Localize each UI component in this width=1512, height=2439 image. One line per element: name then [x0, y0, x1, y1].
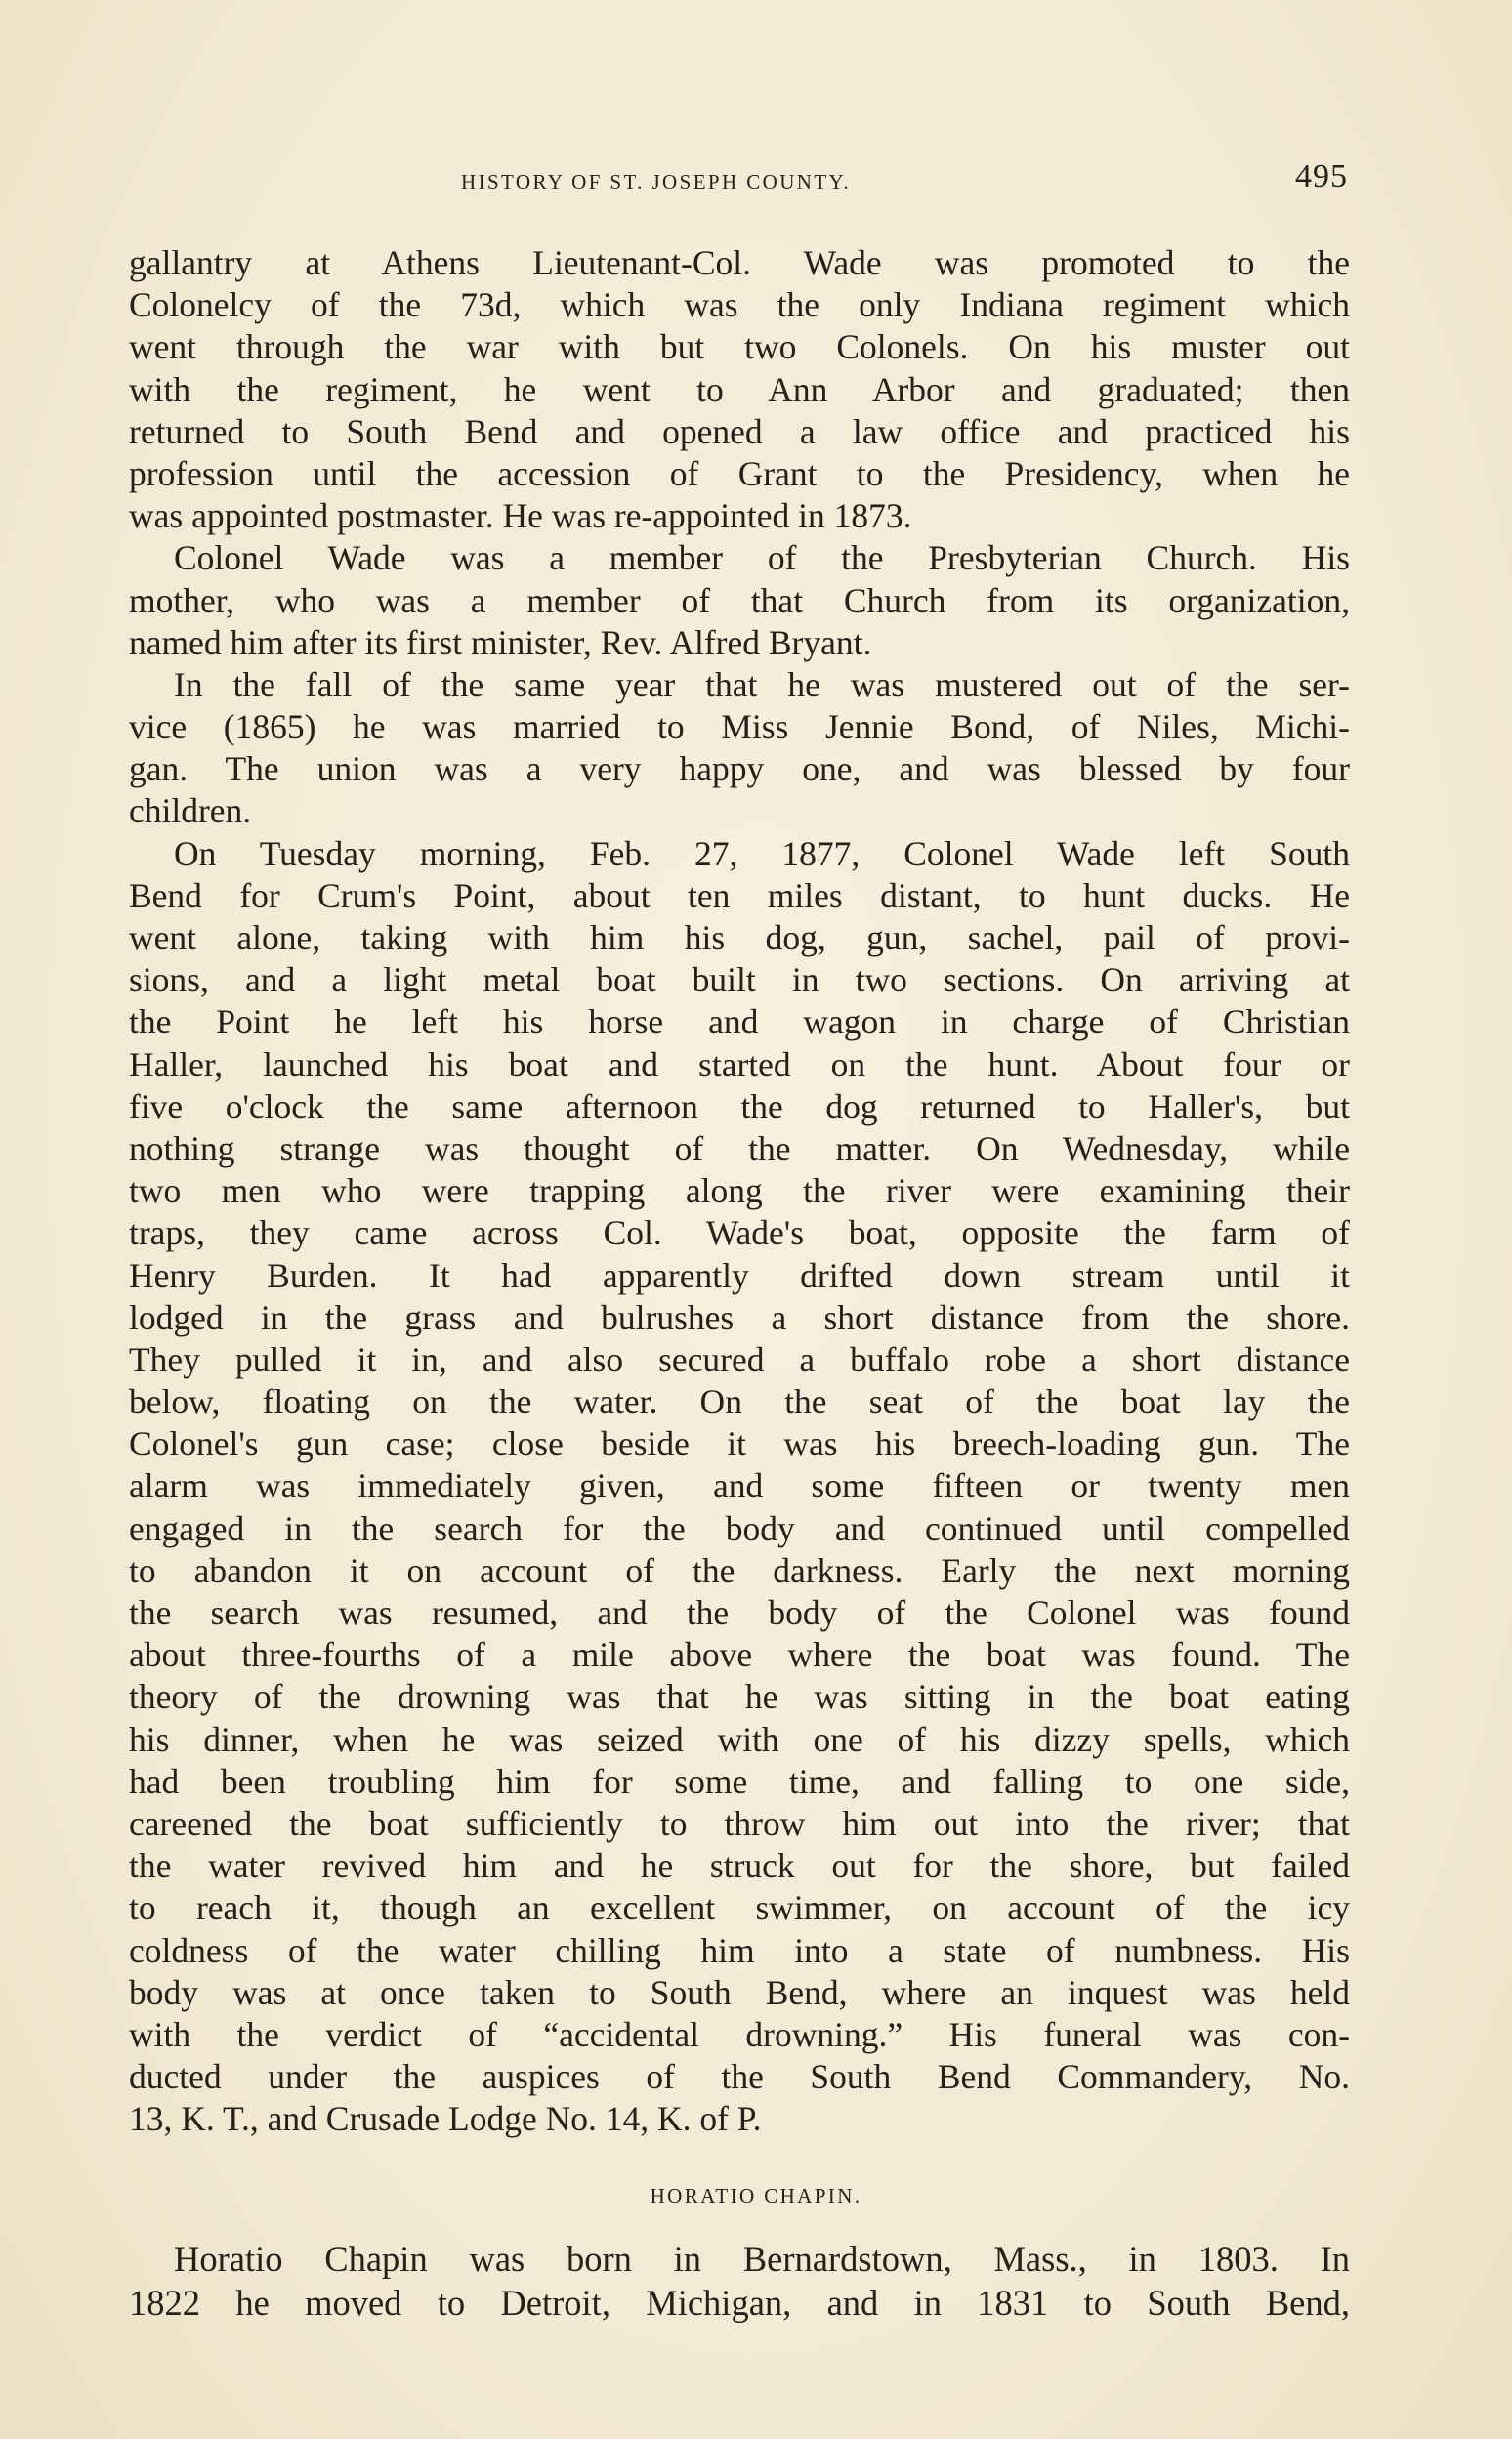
text-line: ducted under the auspices of the South Bend Commandery, No. [129, 2057, 1350, 2097]
text-line: 13, K. T., and Crusade Lodge No. 14, K. of P. [129, 2099, 762, 2139]
text-line: Colonelcy of the 73d, which was the only Indiana regiment which [129, 285, 1350, 325]
text-line: was appointed postmaster. He was re-appointed in 1873. [129, 496, 912, 536]
text-line: gallantry at Athens Lieutenant-Col. Wade was promoted to the [129, 243, 1350, 282]
text-line: returned to South Bend and opened a law office and practiced his [129, 411, 1350, 451]
text-line: engaged in the search for the body and continued until compelled [129, 1508, 1350, 1548]
text-line: the Point he left his horse and wagon in charge of Christian [129, 1002, 1350, 1042]
text-line: Colonel's gun case; close beside it was his breech-loading gun. The [129, 1424, 1350, 1464]
text-line: went alone, taking with him his dog, gun, sachel, pail of provi- [129, 918, 1350, 957]
text-line: In the fall of the same year that he was mustered out of the ser- [174, 664, 1350, 704]
text-line: about three-fourths of a mile above where the boat was found. The [129, 1635, 1350, 1675]
section-heading: HORATIO CHAPIN. [650, 2184, 862, 2208]
page-number: 495 [1295, 158, 1348, 194]
text-line: the water revived him and he struck out for the shore, but failed [129, 1846, 1350, 1886]
text-line: alarm was immediately given, and some fifteen or twenty men [129, 1466, 1350, 1506]
text-line: named him after its first minister, Rev. Alfred Bryant. [129, 622, 872, 662]
text-line: Colonel Wade was a member of the Presbyterian Church. His [174, 538, 1350, 578]
text-line: to abandon it on account of the darkness. Early the next morning [129, 1550, 1350, 1590]
text-line: On Tuesday morning, Feb. 27, 1877, Colonel Wade left South [174, 833, 1350, 873]
text-line: sions, and a light metal boat built in two sections. On arriving at [129, 960, 1350, 1000]
text-line: with the verdict of “accidental drowning.” His funeral was con- [129, 2014, 1350, 2054]
text-line: with the regiment, he went to Ann Arbor and graduated; then [129, 369, 1350, 409]
text-line: two men who were trapping along the river were examining their [129, 1171, 1350, 1211]
text-line: had been troubling him for some time, and falling to one side, [129, 1761, 1350, 1801]
body-text [129, 242, 1350, 2140]
text-line: traps, they came across Col. Wade's boat, opposite the farm of [129, 1213, 1350, 1253]
text-line: to reach it, though an excellent swimmer, on account of the icy [129, 1888, 1350, 1928]
text-line: his dinner, when he was seized with one of his dizzy spells, which [129, 1719, 1350, 1759]
text-line: theory of the drowning was that he was sitting in the boat eating [129, 1677, 1350, 1717]
text-line: children. [129, 791, 252, 831]
text-line: the search was resumed, and the body of the Colonel was found [129, 1593, 1350, 1632]
text-line: below, floating on the water. On the seat of the boat lay the [129, 1382, 1350, 1422]
text-line: careened the boat sufficiently to throw him out into the river; that [129, 1803, 1350, 1843]
text-line: gan. The union was a very happy one, and was blessed by four [129, 749, 1350, 789]
text-line: five o'clock the same afternoon the dog returned to Haller's, but [129, 1086, 1350, 1126]
text-line: lodged in the grass and bulrushes a short distance from the shore. [129, 1297, 1350, 1337]
text-line: went through the war with but two Colonels. On his muster out [129, 327, 1350, 367]
text-line: Henry Burden. It had apparently drifted down stream until it [129, 1255, 1350, 1295]
text-line: vice (1865) he was married to Miss Jennie Bond, of Niles, Michi- [129, 707, 1350, 747]
text-line: mother, who was a member of that Church from its organization, [129, 580, 1350, 620]
text-line: Horatio Chapin was born in Bernardstown, Mass., in 1803. In [174, 2239, 1350, 2279]
running-head [461, 158, 1352, 203]
section-text [129, 2237, 1350, 2325]
text-line: profession until the accession of Grant to the Presidency, when he [129, 453, 1350, 493]
text-line: Haller, launched his boat and started on the hunt. About four or [129, 1044, 1350, 1084]
text-line: 1822 he moved to Detroit, Michigan, and in 1831 to South Bend, [129, 2283, 1350, 2323]
text-line: coldness of the water chilling him into a state of numbness. His [129, 1930, 1350, 1970]
running-title: HISTORY OF ST. JOSEPH COUNTY. [461, 170, 852, 193]
text-line: Bend for Crum's Point, about ten miles distant, to hunt ducks. He [129, 875, 1350, 915]
text-line: body was at once taken to South Bend, where an inquest was held [129, 1972, 1350, 2012]
text-line: nothing strange was thought of the matter. On Wednesday, while [129, 1128, 1350, 1168]
text-line: They pulled it in, and also secured a buffalo robe a short distance [129, 1339, 1350, 1379]
